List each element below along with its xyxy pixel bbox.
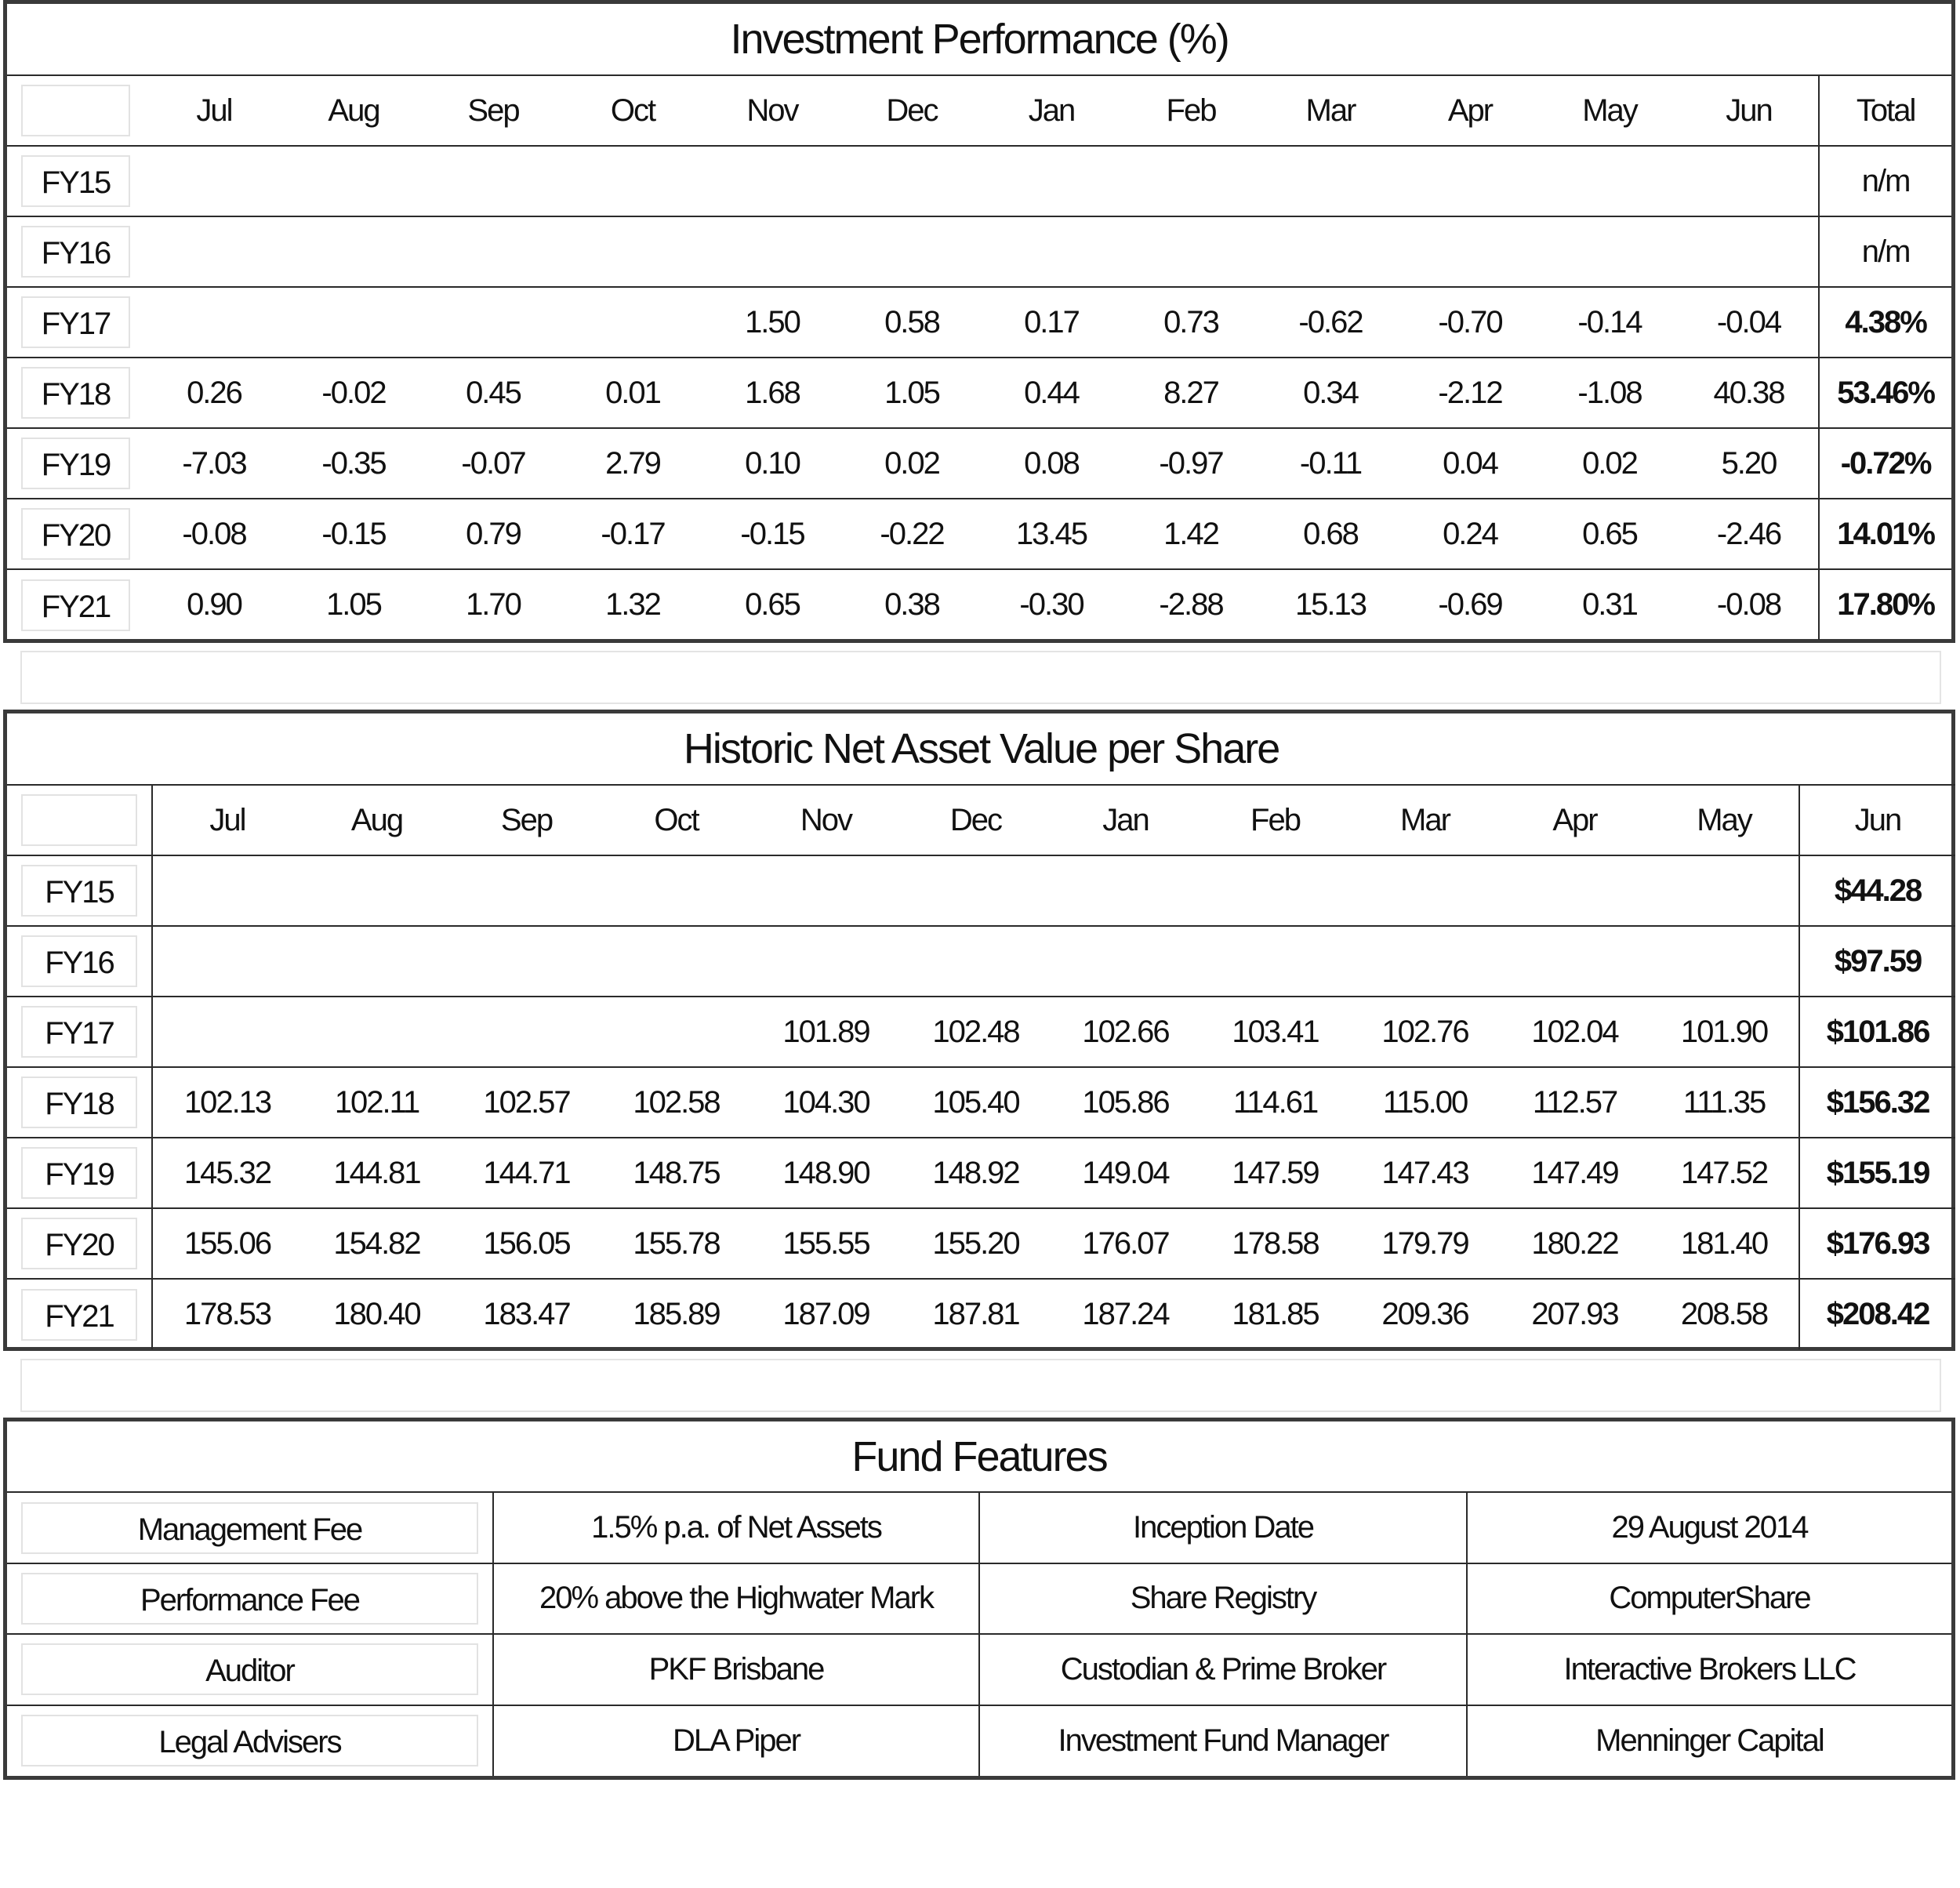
value-cell: 208.58 xyxy=(1650,1279,1799,1349)
value-cell: 0.38 xyxy=(842,569,982,640)
row-label xyxy=(7,428,144,499)
value-cell: -0.35 xyxy=(284,428,423,499)
nav-title: Historic Net Asset Value per Share xyxy=(683,725,1279,772)
value-cell xyxy=(1121,216,1261,287)
feature-value: Interactive Brokers LLC xyxy=(1467,1634,1951,1705)
value-cell: 180.40 xyxy=(302,1279,452,1349)
value-cell: 209.36 xyxy=(1350,1279,1500,1349)
feature-value: ComputerShare xyxy=(1467,1563,1951,1634)
value-cell: -0.11 xyxy=(1261,428,1400,499)
corner-cell xyxy=(7,785,152,855)
value-cell: -1.08 xyxy=(1540,358,1679,428)
features-title: Fund Features xyxy=(851,1432,1107,1480)
row-label xyxy=(7,146,144,216)
row-label xyxy=(7,1563,493,1634)
value-cell: 1.50 xyxy=(702,287,842,358)
value-cell xyxy=(1200,926,1350,997)
month-header: May xyxy=(1650,785,1799,855)
value-cell: 154.82 xyxy=(302,1208,452,1279)
value-cell xyxy=(563,216,702,287)
value-cell: -0.08 xyxy=(144,499,284,569)
value-cell: 178.58 xyxy=(1200,1208,1350,1279)
feature-row xyxy=(7,1563,1951,1634)
spacer-1 xyxy=(20,651,1941,704)
table-row xyxy=(7,569,1951,640)
row-label-text: FY17 xyxy=(21,296,130,348)
value-cell: 176.07 xyxy=(1051,1208,1200,1279)
spacer-2 xyxy=(20,1359,1941,1412)
value-cell xyxy=(452,855,601,926)
row-label-text: FY20 xyxy=(21,1218,137,1269)
row-label xyxy=(7,1138,152,1208)
value-cell: -0.62 xyxy=(1261,287,1400,358)
value-cell: 145.32 xyxy=(152,1138,302,1208)
row-label xyxy=(7,1279,152,1349)
row-label-text: FY15 xyxy=(21,865,137,917)
value-cell: 102.11 xyxy=(302,1067,452,1138)
total-cell: n/m xyxy=(1819,216,1951,287)
row-label-text: FY21 xyxy=(21,1289,137,1341)
table-row xyxy=(7,287,1951,358)
table-row xyxy=(7,1279,1955,1349)
value-cell: 2.79 xyxy=(563,428,702,499)
value-cell: 1.05 xyxy=(284,569,423,640)
feature-key: Custodian & Prime Broker xyxy=(979,1634,1467,1705)
value-cell: 13.45 xyxy=(982,499,1121,569)
value-cell: 183.47 xyxy=(452,1279,601,1349)
value-cell: 102.57 xyxy=(452,1067,601,1138)
row-label-text: FY15 xyxy=(21,155,130,207)
feature-value: Menninger Capital xyxy=(1467,1705,1951,1776)
value-cell: 0.65 xyxy=(702,569,842,640)
jun-nav-cell: $176.93 xyxy=(1799,1208,1955,1279)
value-cell: 148.92 xyxy=(901,1138,1051,1208)
value-cell xyxy=(1650,855,1799,926)
value-cell xyxy=(284,287,423,358)
value-cell xyxy=(284,216,423,287)
value-cell: 104.30 xyxy=(751,1067,901,1138)
fund-features-table xyxy=(3,1418,1955,1780)
month-header: May xyxy=(1540,75,1679,146)
row-label-text: FY19 xyxy=(21,438,130,489)
value-cell: 1.42 xyxy=(1121,499,1261,569)
value-cell: 156.05 xyxy=(452,1208,601,1279)
value-cell xyxy=(601,997,751,1067)
jun-nav-cell: $44.28 xyxy=(1799,855,1955,926)
feature-row xyxy=(7,1634,1951,1705)
value-cell xyxy=(1679,146,1819,216)
table-row xyxy=(7,1067,1955,1138)
value-cell: -0.30 xyxy=(982,569,1121,640)
row-label-text: Management Fee xyxy=(21,1502,478,1554)
table-row xyxy=(7,499,1951,569)
value-cell xyxy=(1500,926,1650,997)
value-cell: 144.71 xyxy=(452,1138,601,1208)
total-cell: 4.38% xyxy=(1819,287,1951,358)
value-cell xyxy=(1400,216,1540,287)
value-cell: 1.05 xyxy=(842,358,982,428)
value-cell xyxy=(452,926,601,997)
value-cell: 0.65 xyxy=(1540,499,1679,569)
row-label-text: Auditor xyxy=(21,1643,478,1695)
value-cell: -0.15 xyxy=(702,499,842,569)
value-cell: 105.86 xyxy=(1051,1067,1200,1138)
row-label xyxy=(7,1208,152,1279)
value-cell: 103.41 xyxy=(1200,997,1350,1067)
jun-header: Jun xyxy=(1799,785,1955,855)
value-cell: 1.70 xyxy=(423,569,563,640)
row-label-text: FY19 xyxy=(21,1147,137,1199)
value-cell xyxy=(144,146,284,216)
value-cell: 147.43 xyxy=(1350,1138,1500,1208)
row-label xyxy=(7,855,152,926)
value-cell: 155.55 xyxy=(751,1208,901,1279)
value-cell xyxy=(563,287,702,358)
value-cell: 0.58 xyxy=(842,287,982,358)
corner-box xyxy=(21,794,137,846)
value-cell: -0.07 xyxy=(423,428,563,499)
row-label-text: FY20 xyxy=(21,508,130,560)
value-cell: 1.32 xyxy=(563,569,702,640)
row-label xyxy=(7,997,152,1067)
total-cell: 14.01% xyxy=(1819,499,1951,569)
value-cell: 105.40 xyxy=(901,1067,1051,1138)
total-header: Total xyxy=(1819,75,1951,146)
value-cell xyxy=(1400,146,1540,216)
value-cell: -0.15 xyxy=(284,499,423,569)
table-row xyxy=(7,926,1955,997)
month-header: Aug xyxy=(284,75,423,146)
value-cell: 178.53 xyxy=(152,1279,302,1349)
value-cell xyxy=(1261,146,1400,216)
row-label-text: FY16 xyxy=(21,226,130,278)
total-cell: n/m xyxy=(1819,146,1951,216)
value-cell xyxy=(284,146,423,216)
month-header: Oct xyxy=(563,75,702,146)
row-label xyxy=(7,287,144,358)
value-cell: 15.13 xyxy=(1261,569,1400,640)
row-label-text: Legal Advisers xyxy=(21,1715,478,1766)
value-cell: -0.08 xyxy=(1679,569,1819,640)
value-cell: -0.97 xyxy=(1121,428,1261,499)
month-header: Mar xyxy=(1261,75,1400,146)
table-row xyxy=(7,997,1955,1067)
value-cell xyxy=(144,216,284,287)
value-cell: 0.24 xyxy=(1400,499,1540,569)
value-cell xyxy=(152,997,302,1067)
value-cell xyxy=(302,855,452,926)
value-cell: -2.46 xyxy=(1679,499,1819,569)
jun-nav-cell: $97.59 xyxy=(1799,926,1955,997)
row-label xyxy=(7,1067,152,1138)
table-row xyxy=(7,1208,1955,1279)
value-cell xyxy=(302,926,452,997)
month-header: Apr xyxy=(1400,75,1540,146)
month-header: Apr xyxy=(1500,785,1650,855)
value-cell xyxy=(1650,926,1799,997)
value-cell xyxy=(1540,146,1679,216)
value-cell: -0.70 xyxy=(1400,287,1540,358)
row-label xyxy=(7,1634,493,1705)
value-cell xyxy=(1051,926,1200,997)
value-cell xyxy=(423,146,563,216)
value-cell xyxy=(152,926,302,997)
month-header: Dec xyxy=(901,785,1051,855)
value-cell: -0.04 xyxy=(1679,287,1819,358)
row-label-text: FY16 xyxy=(21,935,137,987)
value-cell: 0.26 xyxy=(144,358,284,428)
value-cell: 115.00 xyxy=(1350,1067,1500,1138)
feature-key: Investment Fund Manager xyxy=(979,1705,1467,1776)
value-cell xyxy=(1121,146,1261,216)
value-cell xyxy=(1679,216,1819,287)
value-cell: 0.73 xyxy=(1121,287,1261,358)
month-header: Aug xyxy=(302,785,452,855)
feature-key: Share Registry xyxy=(979,1563,1467,1634)
feature-value: 1.5% p.a. of Net Assets xyxy=(493,1492,979,1563)
value-cell: 0.08 xyxy=(982,428,1121,499)
table-row xyxy=(7,358,1951,428)
value-cell: 0.34 xyxy=(1261,358,1400,428)
value-cell xyxy=(1051,855,1200,926)
feature-value: 20% above the Highwater Mark xyxy=(493,1563,979,1634)
month-header: Jan xyxy=(982,75,1121,146)
value-cell xyxy=(423,216,563,287)
jun-nav-cell: $208.42 xyxy=(1799,1279,1955,1349)
feature-row xyxy=(7,1492,1951,1563)
row-label-text: FY21 xyxy=(21,579,130,631)
value-cell: 102.13 xyxy=(152,1067,302,1138)
value-cell: 0.45 xyxy=(423,358,563,428)
value-cell: -0.22 xyxy=(842,499,982,569)
month-header: Nov xyxy=(702,75,842,146)
value-cell: -2.12 xyxy=(1400,358,1540,428)
month-header: Jan xyxy=(1051,785,1200,855)
value-cell: 155.20 xyxy=(901,1208,1051,1279)
value-cell: 147.59 xyxy=(1200,1138,1350,1208)
value-cell: 0.10 xyxy=(702,428,842,499)
value-cell: 147.52 xyxy=(1650,1138,1799,1208)
value-cell xyxy=(901,926,1051,997)
row-label xyxy=(7,216,144,287)
jun-nav-cell: $101.86 xyxy=(1799,997,1955,1067)
month-header: Jul xyxy=(144,75,284,146)
value-cell: 181.85 xyxy=(1200,1279,1350,1349)
value-cell: 185.89 xyxy=(601,1279,751,1349)
value-cell: 149.04 xyxy=(1051,1138,1200,1208)
corner-cell xyxy=(7,75,144,146)
value-cell: 101.89 xyxy=(751,997,901,1067)
month-header: Feb xyxy=(1121,75,1261,146)
investment-performance-table xyxy=(3,0,1955,643)
row-label-text: Performance Fee xyxy=(21,1573,478,1625)
value-cell: 148.75 xyxy=(601,1138,751,1208)
value-cell: 0.68 xyxy=(1261,499,1400,569)
value-cell: -0.69 xyxy=(1400,569,1540,640)
value-cell: 0.01 xyxy=(563,358,702,428)
value-cell: 187.81 xyxy=(901,1279,1051,1349)
value-cell xyxy=(1350,926,1500,997)
value-cell: 181.40 xyxy=(1650,1208,1799,1279)
value-cell: -0.17 xyxy=(563,499,702,569)
value-cell: 144.81 xyxy=(302,1138,452,1208)
value-cell: 102.04 xyxy=(1500,997,1650,1067)
value-cell: 0.02 xyxy=(1540,428,1679,499)
value-cell xyxy=(144,287,284,358)
value-cell xyxy=(1350,855,1500,926)
row-label xyxy=(7,499,144,569)
value-cell xyxy=(152,855,302,926)
value-cell: 102.66 xyxy=(1051,997,1200,1067)
value-cell: -2.88 xyxy=(1121,569,1261,640)
total-cell: 17.80% xyxy=(1819,569,1951,640)
value-cell xyxy=(982,146,1121,216)
value-cell: 0.31 xyxy=(1540,569,1679,640)
table-row xyxy=(7,216,1951,287)
feature-key: Inception Date xyxy=(979,1492,1467,1563)
value-cell: 180.22 xyxy=(1500,1208,1650,1279)
value-cell: -0.14 xyxy=(1540,287,1679,358)
value-cell: 155.06 xyxy=(152,1208,302,1279)
row-label xyxy=(7,358,144,428)
value-cell: 179.79 xyxy=(1350,1208,1500,1279)
value-cell xyxy=(1261,216,1400,287)
table-row xyxy=(7,1138,1955,1208)
feature-value: DLA Piper xyxy=(493,1705,979,1776)
month-header: Nov xyxy=(751,785,901,855)
value-cell: 147.49 xyxy=(1500,1138,1650,1208)
value-cell: 114.61 xyxy=(1200,1067,1350,1138)
performance-title: Investment Performance (%) xyxy=(730,16,1229,63)
table-row xyxy=(7,146,1951,216)
value-cell xyxy=(751,855,901,926)
value-cell: 187.09 xyxy=(751,1279,901,1349)
feature-row xyxy=(7,1705,1951,1776)
value-cell xyxy=(601,926,751,997)
value-cell: -0.02 xyxy=(284,358,423,428)
value-cell: 187.24 xyxy=(1051,1279,1200,1349)
row-label xyxy=(7,569,144,640)
value-cell xyxy=(842,146,982,216)
value-cell: 111.35 xyxy=(1650,1067,1799,1138)
value-cell: 5.20 xyxy=(1679,428,1819,499)
total-cell: -0.72% xyxy=(1819,428,1951,499)
table-row xyxy=(7,855,1955,926)
month-header: Sep xyxy=(423,75,563,146)
value-cell: 148.90 xyxy=(751,1138,901,1208)
value-cell xyxy=(423,287,563,358)
value-cell: 102.76 xyxy=(1350,997,1500,1067)
row-label xyxy=(7,926,152,997)
value-cell: 0.79 xyxy=(423,499,563,569)
value-cell xyxy=(452,997,601,1067)
value-cell xyxy=(901,855,1051,926)
row-label-text: FY18 xyxy=(21,367,130,419)
value-cell xyxy=(1540,216,1679,287)
row-label-text: FY18 xyxy=(21,1077,137,1128)
historic-nav-table xyxy=(3,710,1955,1351)
month-header: Feb xyxy=(1200,785,1350,855)
value-cell: 155.78 xyxy=(601,1208,751,1279)
value-cell: 40.38 xyxy=(1679,358,1819,428)
value-cell: -7.03 xyxy=(144,428,284,499)
value-cell xyxy=(302,997,452,1067)
value-cell: 112.57 xyxy=(1500,1067,1650,1138)
value-cell: 207.93 xyxy=(1500,1279,1650,1349)
value-cell: 0.04 xyxy=(1400,428,1540,499)
month-header: Oct xyxy=(601,785,751,855)
month-header: Sep xyxy=(452,785,601,855)
value-cell: 102.58 xyxy=(601,1067,751,1138)
value-cell: 0.17 xyxy=(982,287,1121,358)
value-cell xyxy=(702,146,842,216)
row-label xyxy=(7,1492,493,1563)
value-cell xyxy=(842,216,982,287)
feature-value: PKF Brisbane xyxy=(493,1634,979,1705)
jun-nav-cell: $155.19 xyxy=(1799,1138,1955,1208)
row-label xyxy=(7,1705,493,1776)
value-cell: 0.44 xyxy=(982,358,1121,428)
row-label-text: FY17 xyxy=(21,1006,137,1058)
value-cell: 8.27 xyxy=(1121,358,1261,428)
value-cell xyxy=(702,216,842,287)
value-cell: 0.90 xyxy=(144,569,284,640)
value-cell xyxy=(1500,855,1650,926)
month-header: Jul xyxy=(152,785,302,855)
jun-nav-cell: $156.32 xyxy=(1799,1067,1955,1138)
value-cell: 0.02 xyxy=(842,428,982,499)
value-cell xyxy=(563,146,702,216)
month-header: Jun xyxy=(1679,75,1819,146)
total-cell: 53.46% xyxy=(1819,358,1951,428)
month-header: Mar xyxy=(1350,785,1500,855)
feature-value: 29 August 2014 xyxy=(1467,1492,1951,1563)
value-cell xyxy=(601,855,751,926)
value-cell: 101.90 xyxy=(1650,997,1799,1067)
corner-box xyxy=(21,85,130,136)
value-cell xyxy=(982,216,1121,287)
table-row xyxy=(7,428,1951,499)
value-cell xyxy=(1200,855,1350,926)
value-cell xyxy=(751,926,901,997)
value-cell: 1.68 xyxy=(702,358,842,428)
value-cell: 102.48 xyxy=(901,997,1051,1067)
month-header: Dec xyxy=(842,75,982,146)
